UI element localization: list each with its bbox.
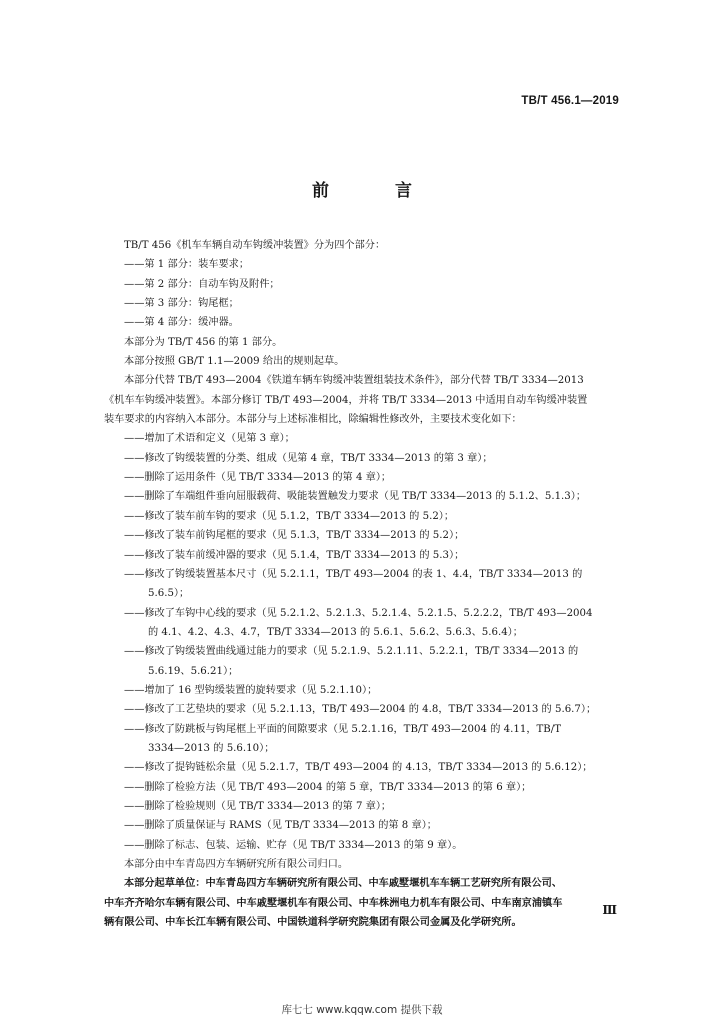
document-code: TB/T 456.1—2019 <box>521 95 619 107</box>
text-line: 装车要求的内容纳入本部分。本部分与上述标准相比，除编辑性修改外，主要技术变化如下： <box>104 414 522 426</box>
text-line: 辆有限公司、中车长江车辆有限公司、中国铁道科学研究院集团有限公司金属及化学研究所。 <box>104 916 522 929</box>
text-line: ——修改了装车前缓冲器的要求（见 5.1.4，TB/T 3334—2013 的 5.3）； <box>124 549 465 561</box>
text-line: ——删除了车端组件垂向屈服载荷、吸能装置触发力要求（见 TB/T 3334—2013 的 5.1.2、5.1.3）； <box>124 491 587 503</box>
text-line: ——修改了防跳板与钩尾框上平面的间隙要求（见 5.2.1.16，TB/T 493—2004 的 4.11，TB/T <box>124 723 562 735</box>
text-line: 本部分按照 GB/T 1.1—2009 给出的规则起草。 <box>124 356 345 368</box>
text-line: 3334—2013 的 5.6.10）； <box>148 742 275 754</box>
text-line: ——删除了运用条件（见 TB/T 3334—2013 的第 4 章）； <box>124 472 392 484</box>
text-line: ——修改了装车前钩尾框的要求（见 5.1.3，TB/T 3334—2013 的 5.2）； <box>124 530 465 542</box>
text-line: ——删除了标志、包装、运输、贮存（见 TB/T 3334—2013 的第 9 章）。 <box>124 839 463 851</box>
text-line: ——修改了钩缓装置基本尺寸（见 5.2.1.1，TB/T 493—2004 的表 1、4.4，TB/T 3334—2013 的 <box>124 568 583 580</box>
text-line: 本部分起草单位：中车青岛四方车辆研究所有限公司、中车戚墅堰机车车辆工艺研究所有限公司、 <box>124 877 563 890</box>
text-line: ——修改了装车前车钩的要求（见 5.1.2，TB/T 3334—2013 的 5.2）； <box>124 510 455 522</box>
text-line: 本部分由中车青岛四方车辆研究所有限公司归口。 <box>124 859 349 870</box>
text-line: ——修改了钩缓装置曲线通过能力的要求（见 5.2.1.9、5.2.1.11、5.2.2.1，TB/T 3334—2013 的 <box>124 646 579 658</box>
text-line: ——第 2 部分：自动车钩及附件； <box>124 278 280 290</box>
text-line: ——修改了工艺垫块的要求（见 5.2.1.13，TB/T 493—2004 的 4.8，TB/T 3334—2013 的 5.6.7）； <box>124 704 597 716</box>
text-line: 《机车车钩缓冲装置》。本部分修订 TB/T 493—2004，并将 TB/T 3334—2013 中适用自动车钩缓冲装置 <box>104 394 588 406</box>
text-line: ——增加了 16 型钩缓装置的旋转要求（见 5.2.1.10）； <box>124 684 378 696</box>
text-line: 本部分代替 TB/T 493—2004《铁道车辆车钩缓冲装置组装技术条件》，部分代替 TB/T 3334—2013 <box>124 375 584 387</box>
text-line: ——增加了术语和定义（见第 3 章）； <box>124 433 295 445</box>
text-line: 本部分为 TB/T 456 的第 1 部分。 <box>124 336 283 348</box>
page-title: 前 言 <box>312 181 442 201</box>
text-line: 中车齐齐哈尔车辆有限公司、中车戚墅堰机车有限公司、中车株洲电力机车有限公司、中车南京浦镇车 <box>104 896 563 909</box>
text-line: ——删除了检验规则（见 TB/T 3334—2013 的第 7 章）； <box>124 800 392 812</box>
foreword-body <box>104 236 624 932</box>
text-line: ——第 3 部分：钩尾框； <box>124 298 239 310</box>
text-line: ——第 1 部分：装车要求； <box>124 259 250 271</box>
text-line: 的 4.1、4.2、4.3、4.7，TB/T 3334—2013 的 5.6.1、5.6.2、5.6.3、5.6.4）； <box>148 626 523 638</box>
text-line: ——修改了车钩中心线的要求（见 5.2.1.2、5.2.1.3、5.2.1.4、5.2.1.5、5.2.2.2，TB/T 493—2004 <box>124 607 593 619</box>
text-line: ——第 4 部分：缓冲器。 <box>124 317 239 329</box>
page-number: Ⅲ <box>602 903 616 917</box>
text-line: TB/T 456《机车车辆自动车钩缓冲装置》分为四个部分： <box>124 240 386 251</box>
text-line: 5.6.5）； <box>148 588 190 600</box>
text-line: ——删除了检验方法（见 TB/T 493—2004 的第 5 章，TB/T 3334—2013 的第 6 章）； <box>124 781 532 793</box>
text-line: ——修改了钩缓装置的分类、组成（见第 4 章，TB/T 3334—2013 的第 3 章）； <box>124 452 493 464</box>
text-line: 5.6.19、5.6.21）； <box>148 665 239 677</box>
text-line: ——删除了质量保证与 RAMS（见 TB/T 3334—2013 的第 8 章）； <box>124 820 437 832</box>
text-line: ——修改了提钩链松余量（见 5.2.1.7，TB/T 493—2004 的 4.13，TB/T 3334—2013 的 5.6.12）； <box>124 762 593 774</box>
download-watermark: 库七七 www.kqqw.com 提供下载 <box>281 1004 443 1016</box>
